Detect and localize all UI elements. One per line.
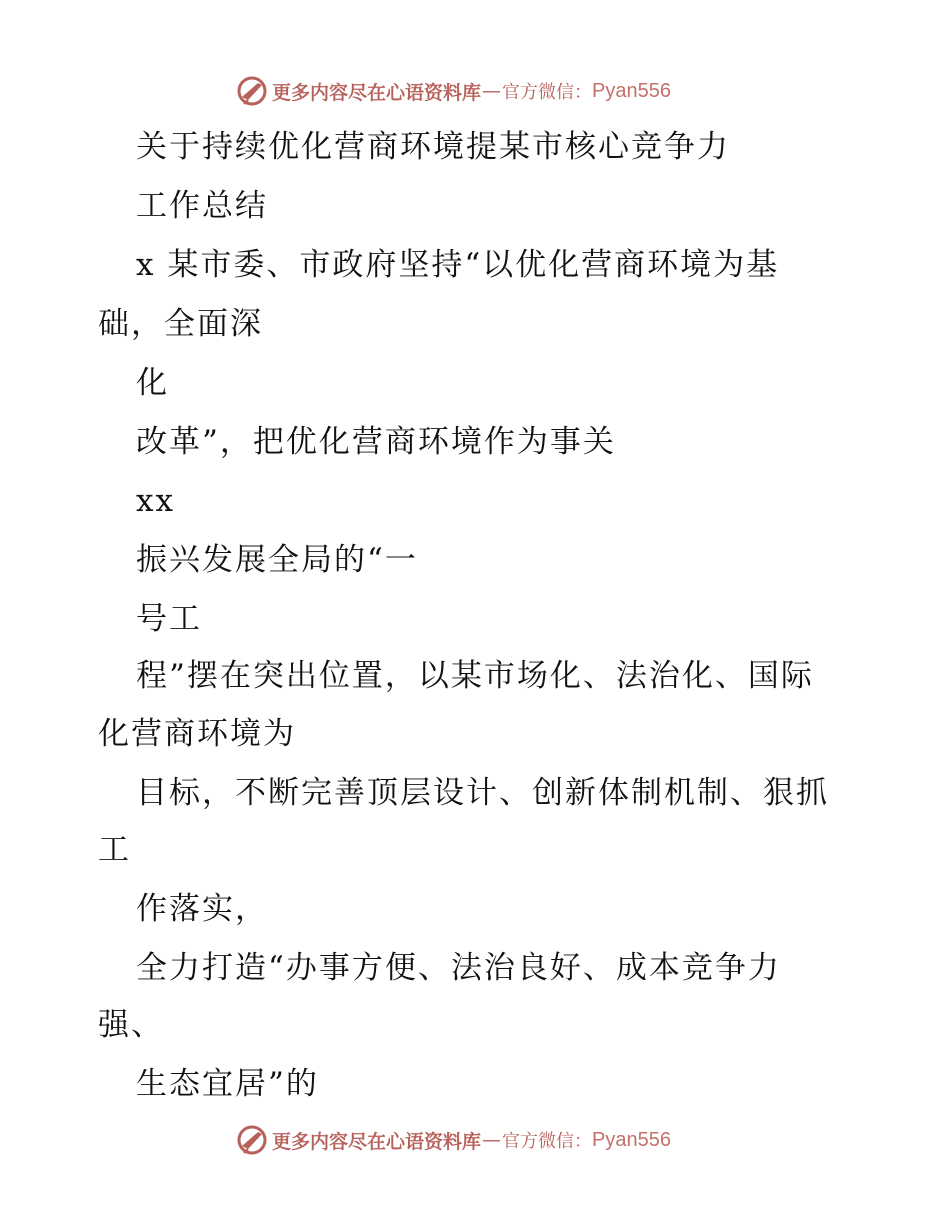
paragraph-line: 工 xyxy=(98,832,131,868)
brand-logo-icon xyxy=(236,75,268,107)
paragraph-line: 作落实， xyxy=(136,891,268,927)
watermark-wechat-label: 官方微信： xyxy=(502,1131,593,1152)
watermark-dash: — xyxy=(482,1129,502,1151)
watermark-banner-bottom xyxy=(236,1122,671,1158)
watermark-brand-text: 更多内容尽在心语资料库 xyxy=(272,81,482,104)
watermark-banner-top xyxy=(236,73,671,109)
paragraph-line: 目标，不断完善顶层设计、创新体制机制、狠抓 xyxy=(136,775,829,811)
paragraph-line: 全力打造“办事方便、法治良好、成本竞争力 xyxy=(136,950,781,986)
paragraph-line: 强、 xyxy=(98,1007,164,1043)
brand-logo-icon xyxy=(236,1124,268,1156)
watermark-wechat-id: Pyan556 xyxy=(592,1128,671,1151)
paragraph-line: 振兴发展全局的“一 xyxy=(136,542,418,578)
watermark-wechat-label: 官方微信： xyxy=(502,82,593,103)
paragraph-line: 化营商环境为 xyxy=(98,716,296,752)
paragraph-line: x 某市委、市政府坚持“以优化营商环境为基 xyxy=(136,247,780,283)
paragraph-line: xx xyxy=(136,483,175,519)
paragraph-line: 程”摆在突出位置，以某市场化、法治化、国际 xyxy=(136,658,814,694)
watermark-wechat-id: Pyan556 xyxy=(592,79,671,102)
document-title-line-2: 工作总结 xyxy=(136,188,268,224)
watermark-brand-text: 更多内容尽在心语资料库 xyxy=(272,1130,482,1153)
document-title-line-1: 关于持续优化营商环境提某市核心竞争力 xyxy=(136,129,730,165)
paragraph-line: 础，全面深 xyxy=(98,306,263,342)
paragraph-line: 化 xyxy=(136,365,169,401)
paragraph-line: 改革”，把优化营商环境作为事关 xyxy=(136,424,616,460)
paragraph-line: 号工 xyxy=(136,601,202,637)
watermark-dash: — xyxy=(482,80,502,102)
paragraph-line: 生态宜居”的 xyxy=(136,1066,319,1102)
